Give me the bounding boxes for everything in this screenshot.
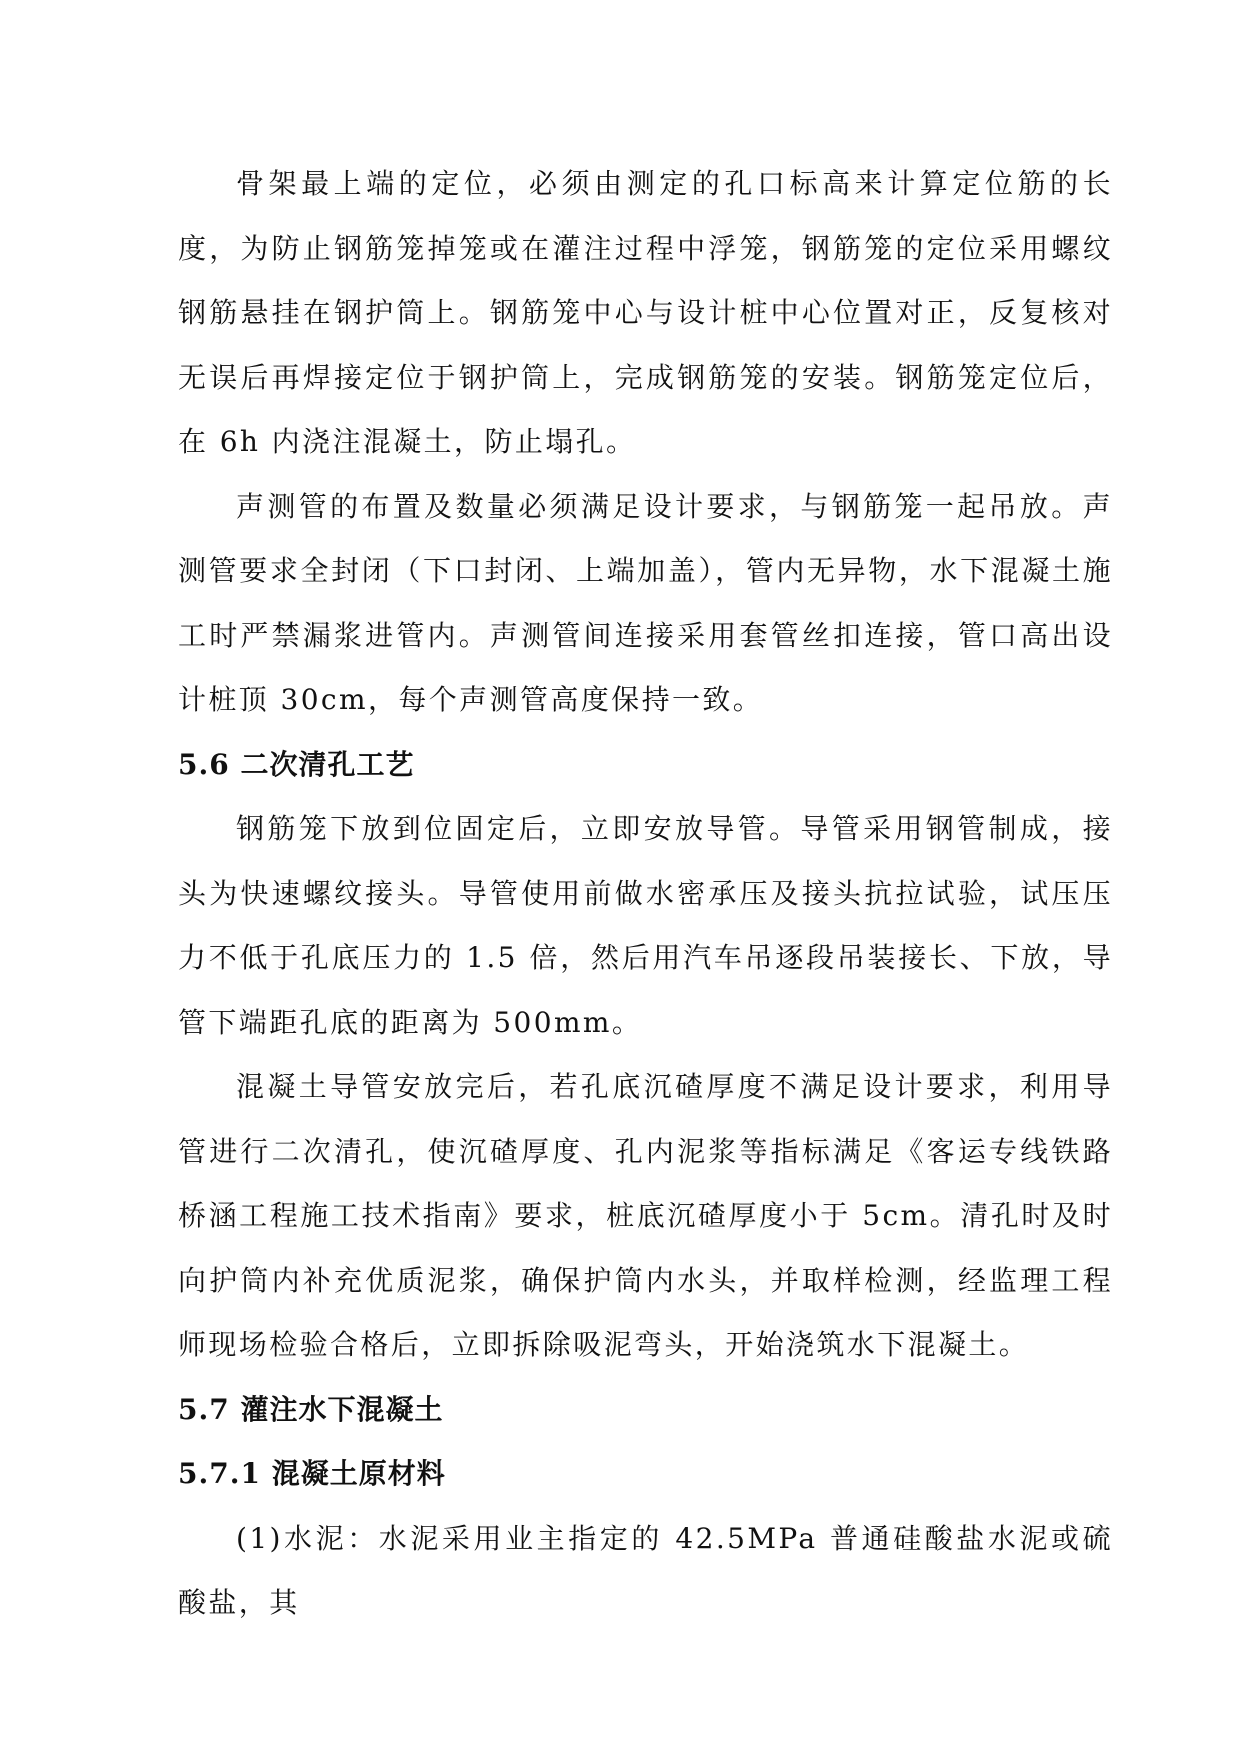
paragraph-cement: (1)水泥：水泥采用业主指定的 42.5MPa 普通硅酸盐水泥或硫酸盐，其 bbox=[178, 1521, 1113, 1619]
paragraph-conduit-install: 钢筋笼下放到位固定后，立即安放导管。导管采用钢管制成，接头为快速螺纹接头。导管使用前做水密承压及接头抗拉试验，试压压力不低于孔底压力的 1.5 倍，然后用汽车吊逐段吊装接长、下放，导管下端距孔底的距离为 500mm。 bbox=[178, 812, 1113, 1039]
document-body bbox=[178, 152, 1113, 1636]
section-heading-5-7: 5.7 灌注水下混凝土 bbox=[178, 1392, 444, 1426]
paragraph-secondary-cleaning: 混凝土导管安放完后，若孔底沉碴厚度不满足设计要求，利用导管进行二次清孔，使沉碴厚度、孔内泥浆等指标满足《客运专线铁路桥涵工程施工技术指南》要求，桩底沉碴厚度小于 5cm。清孔时及时向护筒内补充优质泥浆，确保护筒内水头，并取样检测，经监理工程师现场检验合格后，立即拆除吸泥弯头，开始浇筑水下混凝土。 bbox=[178, 1070, 1113, 1361]
paragraph-steel-cage-positioning: 骨架最上端的定位，必须由测定的孔口标高来计算定位筋的长度，为防止钢筋笼掉笼或在灌注过程中浮笼，钢筋笼的定位采用螺纹钢筋悬挂在钢护筒上。钢筋笼中心与设计桩中心位置对正，反复核对无误后再焊接定位于钢护筒上，完成钢筋笼的安装。钢筋笼定位后，在 6h 内浇注混凝土，防止塌孔。 bbox=[178, 167, 1113, 458]
section-heading-5-6: 5.6 二次清孔工艺 bbox=[178, 747, 415, 781]
subsection-heading-5-7-1: 5.7.1 混凝土原材料 bbox=[178, 1457, 446, 1490]
paragraph-sonic-tube: 声测管的布置及数量必须满足设计要求，与钢筋笼一起吊放。声测管要求全封闭（下口封闭、上端加盖），管内无异物，水下混凝土施工时严禁漏浆进管内。声测管间连接采用套管丝扣连接，管口高出设计桩顶 30cm，每个声测管高度保持一致。 bbox=[178, 489, 1113, 716]
